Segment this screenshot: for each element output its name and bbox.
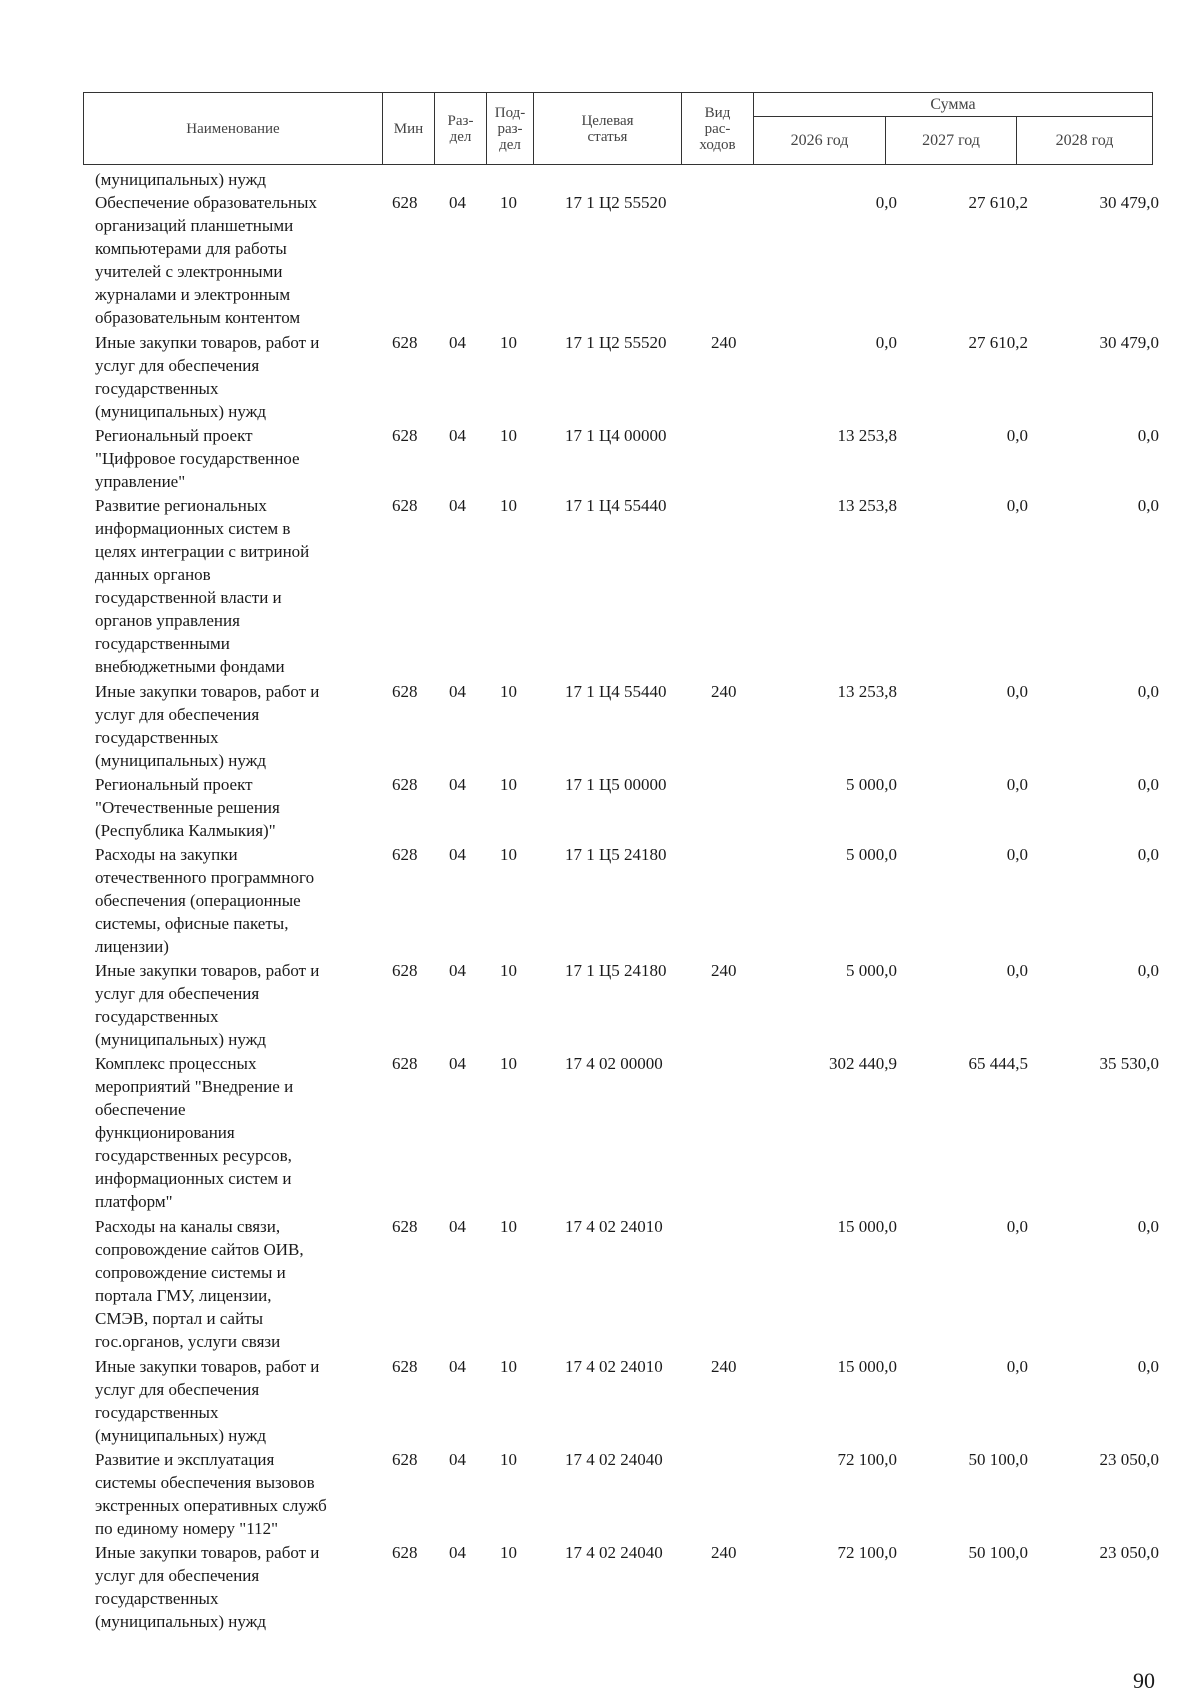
row-target: 17 1 Ц4 55440 bbox=[565, 682, 667, 701]
row-2028: 0,0 bbox=[1137, 496, 1159, 515]
row-podrazdel: 10 bbox=[500, 1054, 517, 1073]
row-2028: 0,0 bbox=[1137, 1217, 1159, 1236]
row-2026: 15 000,0 bbox=[837, 1217, 897, 1236]
row-2027: 50 100,0 bbox=[968, 1450, 1028, 1469]
row-target: 17 1 Ц2 55520 bbox=[565, 193, 667, 212]
page-number: 90 bbox=[1133, 1668, 1155, 1693]
header-target: Целевая статья bbox=[534, 93, 682, 164]
row-2026: 13 253,8 bbox=[837, 496, 897, 515]
row-name: Расходы на каналы связи, сопровождение сайтов ОИВ, сопровождение системы и портала ГМУ, лицензии, СМЭВ, портал и сайты гос.органов, услуги связи bbox=[95, 1217, 304, 1351]
row-name: Комплекс процессных мероприятий "Внедрение и обеспечение функционирования государственных ресурсов, информационных систем и платформ" bbox=[95, 1054, 294, 1211]
row-name: Иные закупки товаров, работ и услуг для обеспечения государственных (муниципальных) нужд bbox=[95, 1543, 320, 1631]
row-2028: 35 530,0 bbox=[1099, 1054, 1159, 1073]
row-name: Иные закупки товаров, работ и услуг для обеспечения государственных (муниципальных) нужд bbox=[95, 682, 320, 770]
row-2027: 0,0 bbox=[1006, 1217, 1028, 1236]
row-razdel: 04 bbox=[449, 1217, 466, 1236]
row-2027: 0,0 bbox=[1006, 961, 1028, 980]
row-2026: 5 000,0 bbox=[846, 961, 897, 980]
row-target: 17 1 Ц4 55440 bbox=[565, 496, 667, 515]
header-min: Мин bbox=[383, 93, 435, 164]
row-min: 628 bbox=[392, 775, 418, 794]
row-target: 17 1 Ц2 55520 bbox=[565, 333, 667, 352]
header-razdel: Раз- дел bbox=[435, 93, 487, 164]
row-name: Иные закупки товаров, работ и услуг для обеспечения государственных (муниципальных) нужд bbox=[95, 961, 320, 1049]
row-razdel: 04 bbox=[449, 496, 466, 515]
row-razdel: 04 bbox=[449, 1450, 466, 1469]
row-2027: 27 610,2 bbox=[968, 333, 1028, 352]
row-min: 628 bbox=[392, 961, 418, 980]
row-razdel: 04 bbox=[449, 775, 466, 794]
row-podrazdel: 10 bbox=[500, 682, 517, 701]
row-2026: 72 100,0 bbox=[837, 1543, 897, 1562]
row-2026: 13 253,8 bbox=[837, 426, 897, 445]
row-target: 17 4 02 24040 bbox=[565, 1450, 663, 1469]
header-podrazdel: Под- раз- дел bbox=[487, 93, 534, 164]
row-target: 17 4 02 24010 bbox=[565, 1217, 663, 1236]
row-2028: 23 050,0 bbox=[1099, 1450, 1159, 1469]
row-min: 628 bbox=[392, 333, 418, 352]
row-vid: 240 bbox=[711, 682, 737, 701]
row-razdel: 04 bbox=[449, 845, 466, 864]
row-razdel: 04 bbox=[449, 682, 466, 701]
row-2026: 5 000,0 bbox=[846, 775, 897, 794]
row-razdel: 04 bbox=[449, 193, 466, 212]
row-2028: 30 479,0 bbox=[1099, 193, 1159, 212]
row-2027: 0,0 bbox=[1006, 496, 1028, 515]
row-2026: 72 100,0 bbox=[837, 1450, 897, 1469]
row-2027: 0,0 bbox=[1006, 775, 1028, 794]
row-min: 628 bbox=[392, 682, 418, 701]
row-target: 17 4 02 24010 bbox=[565, 1357, 663, 1376]
row-vid: 240 bbox=[711, 1543, 737, 1562]
row-vid: 240 bbox=[711, 1357, 737, 1376]
row-2026: 0,0 bbox=[875, 333, 897, 352]
row-2028: 30 479,0 bbox=[1099, 333, 1159, 352]
row-2027: 27 610,2 bbox=[968, 193, 1028, 212]
row-2028: 0,0 bbox=[1137, 775, 1159, 794]
row-min: 628 bbox=[392, 1450, 418, 1469]
row-min: 628 bbox=[392, 426, 418, 445]
header-2026: 2026 год bbox=[790, 131, 849, 149]
row-podrazdel: 10 bbox=[500, 961, 517, 980]
row-target: 17 1 Ц5 24180 bbox=[565, 961, 667, 980]
row-2028: 0,0 bbox=[1137, 845, 1159, 864]
row-target: 17 4 02 24040 bbox=[565, 1543, 663, 1562]
row-min: 628 bbox=[392, 496, 418, 515]
row-razdel: 04 bbox=[449, 426, 466, 445]
header-vid: Вид рас- ходов bbox=[682, 93, 754, 164]
row-min: 628 bbox=[392, 1543, 418, 1562]
header-sum: Сумма bbox=[754, 93, 1152, 117]
row-name: Региональный проект "Отечественные решения (Республика Калмыкия)" bbox=[95, 775, 280, 840]
row-min: 628 bbox=[392, 1054, 418, 1073]
row-2027: 65 444,5 bbox=[968, 1054, 1028, 1073]
row-2027: 0,0 bbox=[1006, 845, 1028, 864]
row-name: Региональный проект "Цифровое государственное управление" bbox=[95, 426, 300, 491]
row-2027: 0,0 bbox=[1006, 682, 1028, 701]
row-razdel: 04 bbox=[449, 961, 466, 980]
row-min: 628 bbox=[392, 845, 418, 864]
row-2027: 0,0 bbox=[1006, 1357, 1028, 1376]
row-podrazdel: 10 bbox=[500, 1543, 517, 1562]
row-2026: 0,0 bbox=[875, 193, 897, 212]
row-name: Расходы на закупки отечественного программного обеспечения (операционные системы, офисные пакеты, лицензии) bbox=[95, 845, 315, 956]
row-podrazdel: 10 bbox=[500, 333, 517, 352]
header-name: Наименование bbox=[84, 93, 383, 164]
header-2027: 2027 год bbox=[885, 117, 1016, 164]
row-min: 628 bbox=[392, 1357, 418, 1376]
row-2028: 0,0 bbox=[1137, 1357, 1159, 1376]
row-podrazdel: 10 bbox=[500, 1217, 517, 1236]
row-podrazdel: 10 bbox=[500, 775, 517, 794]
row-min: 628 bbox=[392, 1217, 418, 1236]
row-target: 17 4 02 00000 bbox=[565, 1054, 663, 1073]
row-podrazdel: 10 bbox=[500, 1357, 517, 1376]
row-2026: 5 000,0 bbox=[846, 845, 897, 864]
row-razdel: 04 bbox=[449, 1054, 466, 1073]
row-podrazdel: 10 bbox=[500, 193, 517, 212]
row-2026: 15 000,0 bbox=[837, 1357, 897, 1376]
row-name: (муниципальных) нужд bbox=[95, 170, 267, 189]
row-2026: 302 440,9 bbox=[829, 1054, 897, 1073]
row-2027: 0,0 bbox=[1006, 426, 1028, 445]
row-name: Обеспечение образовательных организаций планшетными компьютерами для работы учителей с электронными журналами и электронным образовательным контентом bbox=[95, 193, 317, 327]
row-2028: 0,0 bbox=[1137, 682, 1159, 701]
row-target: 17 1 Ц4 00000 bbox=[565, 426, 667, 445]
row-podrazdel: 10 bbox=[500, 845, 517, 864]
row-vid: 240 bbox=[711, 961, 737, 980]
row-name: Иные закупки товаров, работ и услуг для обеспечения государственных (муниципальных) нужд bbox=[95, 1357, 320, 1445]
row-target: 17 1 Ц5 24180 bbox=[565, 845, 667, 864]
row-podrazdel: 10 bbox=[500, 1450, 517, 1469]
row-razdel: 04 bbox=[449, 333, 466, 352]
row-podrazdel: 10 bbox=[500, 426, 517, 445]
row-name: Иные закупки товаров, работ и услуг для обеспечения государственных (муниципальных) нужд bbox=[95, 333, 320, 421]
row-target: 17 1 Ц5 00000 bbox=[565, 775, 667, 794]
row-2028: 0,0 bbox=[1137, 426, 1159, 445]
row-min: 628 bbox=[392, 193, 418, 212]
row-name: Развитие и эксплуатация системы обеспечения вызовов экстренных оперативных служб по единому номеру "112" bbox=[95, 1450, 327, 1538]
row-name: Развитие региональных информационных систем в целях интеграции с витриной данных органов государственной власти и органов управления государственными внебюджетными фондами bbox=[95, 496, 310, 676]
header-2028: 2028 год bbox=[1016, 117, 1152, 164]
table-header bbox=[83, 92, 1153, 165]
row-vid: 240 bbox=[711, 333, 737, 352]
row-2026: 13 253,8 bbox=[837, 682, 897, 701]
row-podrazdel: 10 bbox=[500, 496, 517, 515]
row-2027: 50 100,0 bbox=[968, 1543, 1028, 1562]
row-razdel: 04 bbox=[449, 1543, 466, 1562]
row-2028: 0,0 bbox=[1137, 961, 1159, 980]
row-razdel: 04 bbox=[449, 1357, 466, 1376]
row-2028: 23 050,0 bbox=[1099, 1543, 1159, 1562]
